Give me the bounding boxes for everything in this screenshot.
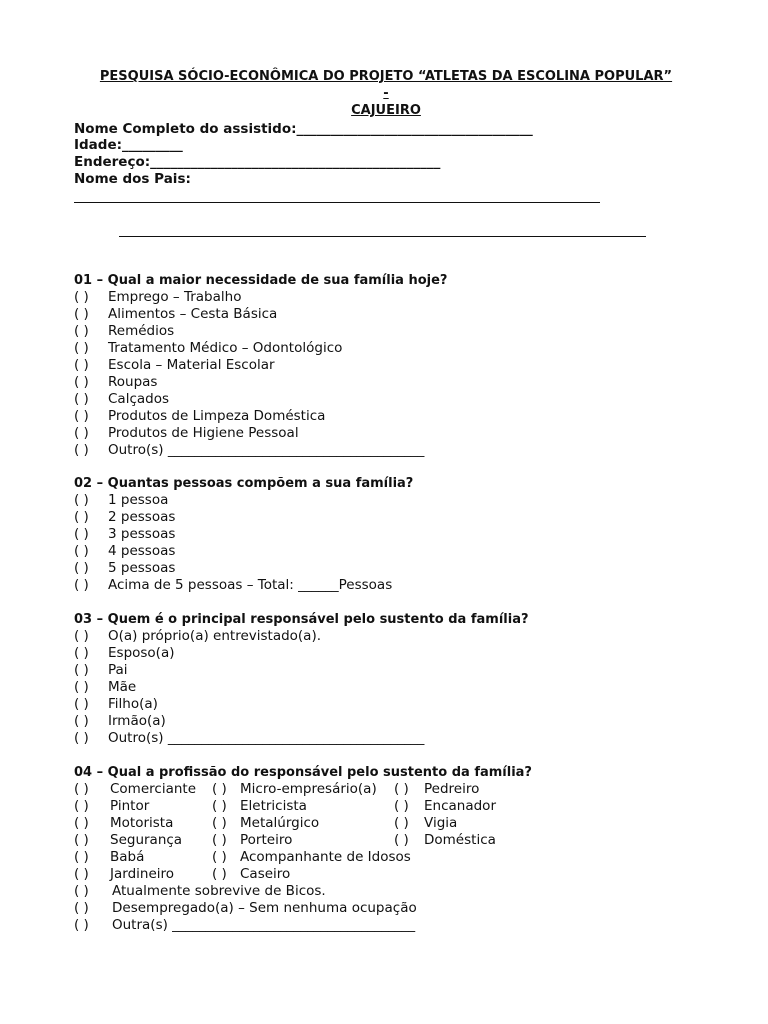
checkbox-blank[interactable]: ( ) [394,832,409,848]
checkbox-blank[interactable]: ( ) [74,492,89,508]
profession-label: Metalúrgico [240,815,320,831]
option-label: Escola – Material Escolar [108,357,275,373]
checkbox-blank[interactable]: ( ) [74,543,89,559]
checkbox-blank[interactable]: ( ) [74,917,89,933]
profession-label: Eletricista [240,798,307,814]
checkbox-blank[interactable]: ( ) [212,832,227,848]
option-label: 2 pessoas [108,509,176,525]
field-age: Idade:_________ [74,137,183,153]
checkbox-blank[interactable]: ( ) [394,815,409,831]
option-label: Outra(s) ____________________________________ [112,917,416,933]
question-1: 01 – Qual a maior necessidade de sua família hoje? [74,273,448,288]
checkbox-blank[interactable]: ( ) [74,900,89,916]
profession-label: Micro-empresário(a) [240,781,377,797]
profession-label: Motorista [110,815,174,831]
option-label: Alimentos – Cesta Básica [108,306,278,322]
checkbox-blank[interactable]: ( ) [74,577,89,593]
profession-label: Caseiro [240,866,291,882]
option-label: Atualmente sobrevive de Bicos. [112,883,326,899]
checkbox-blank[interactable]: ( ) [74,679,89,695]
option-label: 4 pessoas [108,543,176,559]
checkbox-blank[interactable]: ( ) [212,866,227,882]
checkbox-blank[interactable]: ( ) [74,866,89,882]
profession-label: Encanador [424,798,496,814]
field-address: Endereço:___________________________________________ [74,154,441,170]
checkbox-blank[interactable]: ( ) [74,408,89,424]
checkbox-blank[interactable]: ( ) [74,340,89,356]
title-line-1: PESQUISA SÓCIO-ECONÔMICA DO PROJETO “ATLETAS DA ESCOLINA POPULAR” - [99,69,673,101]
question-4: 04 – Qual a profissão do responsável pelo sustento da família? [74,765,532,780]
checkbox-blank[interactable]: ( ) [74,560,89,576]
parents-line-1 [74,202,600,203]
checkbox-blank[interactable]: ( ) [394,781,409,797]
option-label: Mãe [108,679,137,695]
option-label: Outro(s) ______________________________________ [108,442,425,458]
option-label: 1 pessoa [108,492,169,508]
option-label: Esposo(a) [108,645,175,661]
field-parents: Nome dos Pais: [74,171,191,187]
option-label: Produtos de Higiene Pessoal [108,425,299,441]
option-label: Produtos de Limpeza Doméstica [108,408,326,424]
checkbox-blank[interactable]: ( ) [74,289,89,305]
checkbox-blank[interactable]: ( ) [212,781,227,797]
checkbox-blank[interactable]: ( ) [212,798,227,814]
profession-label: Pedreiro [424,781,480,797]
checkbox-blank[interactable]: ( ) [74,357,89,373]
page-title [96,68,676,119]
checkbox-blank[interactable]: ( ) [74,442,89,458]
checkbox-blank[interactable]: ( ) [74,425,89,441]
option-label: Outro(s) ______________________________________ [108,730,425,746]
option-label: Emprego – Trabalho [108,289,242,305]
question-2: 02 – Quantas pessoas compõem a sua família? [74,476,414,491]
profession-label: Comerciante [110,781,196,797]
title-line-2: CAJUEIRO [351,103,421,118]
option-label: Roupas [108,374,158,390]
checkbox-blank[interactable]: ( ) [74,662,89,678]
checkbox-blank[interactable]: ( ) [74,849,89,865]
field-full-name: Nome Completo do assistido:___________________________________ [74,121,533,137]
checkbox-blank[interactable]: ( ) [212,849,227,865]
profession-label: Babá [110,849,145,865]
checkbox-blank[interactable]: ( ) [212,815,227,831]
parents-line-2 [119,236,646,237]
checkbox-blank[interactable]: ( ) [74,391,89,407]
profession-label: Doméstica [424,832,496,848]
option-label: Remédios [108,323,175,339]
checkbox-blank[interactable]: ( ) [74,323,89,339]
checkbox-blank[interactable]: ( ) [74,374,89,390]
option-label: Desempregado(a) – Sem nenhuma ocupação [112,900,417,916]
checkbox-blank[interactable]: ( ) [74,883,89,899]
option-label: O(a) próprio(a) entrevistado(a). [108,628,322,644]
checkbox-blank[interactable]: ( ) [74,713,89,729]
option-label: 3 pessoas [108,526,176,542]
checkbox-blank[interactable]: ( ) [74,815,89,831]
checkbox-blank[interactable]: ( ) [74,832,89,848]
option-label: Filho(a) [108,696,158,712]
profession-label: Pintor [110,798,150,814]
checkbox-blank[interactable]: ( ) [74,781,89,797]
option-label: Tratamento Médico – Odontológico [108,340,343,356]
profession-label: Segurança [110,832,183,848]
profession-label: Vigia [424,815,458,831]
option-label: 5 pessoas [108,560,176,576]
option-label: Calçados [108,391,170,407]
profession-label: Porteiro [240,832,293,848]
profession-label: Jardineiro [110,866,175,882]
profession-label: Acompanhante de Idosos [240,849,411,865]
checkbox-blank[interactable]: ( ) [74,696,89,712]
checkbox-blank[interactable]: ( ) [74,798,89,814]
checkbox-blank[interactable]: ( ) [74,628,89,644]
checkbox-blank[interactable]: ( ) [74,730,89,746]
checkbox-blank[interactable]: ( ) [74,306,89,322]
option-label: Acima de 5 pessoas – Total: ______Pessoas [108,577,393,593]
checkbox-blank[interactable]: ( ) [74,509,89,525]
checkbox-blank[interactable]: ( ) [394,798,409,814]
question-3: 03 – Quem é o principal responsável pelo sustento da família? [74,612,529,627]
checkbox-blank[interactable]: ( ) [74,645,89,661]
checkbox-blank[interactable]: ( ) [74,526,89,542]
option-label: Irmão(a) [108,713,166,729]
option-label: Pai [108,662,128,678]
